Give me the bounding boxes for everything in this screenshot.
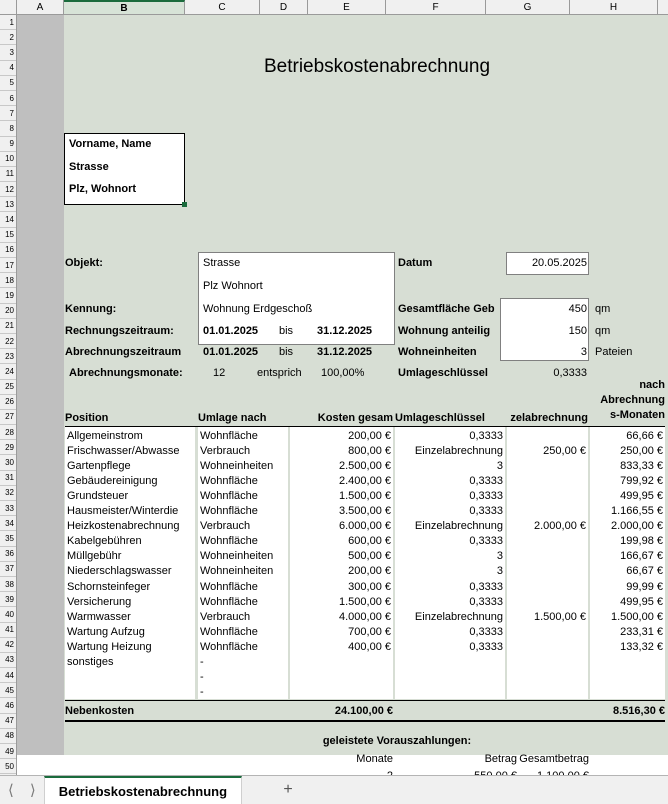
row-header[interactable]: 36 [0, 547, 16, 562]
address-city: Plz, Wohnort [69, 183, 137, 195]
label-umlageschluessel: Umlageschlüssel [398, 367, 488, 379]
table-cell-anteil[interactable]: 2.000,00 € [611, 520, 663, 533]
table-cell-umlage[interactable]: Verbrauch [200, 444, 251, 457]
table-cell-position[interactable]: sonstiges [67, 656, 114, 669]
table-cell-anteil[interactable]: 199,98 € [620, 535, 663, 548]
table-cell-anteil[interactable]: 1.500,00 € [611, 610, 663, 623]
table-cell-schluessel[interactable]: 3 [496, 565, 503, 578]
row-header[interactable]: 46 [0, 698, 16, 713]
table-cell-umlage[interactable]: Wohnfläche [200, 474, 258, 487]
row-header[interactable]: 42 [0, 638, 16, 653]
row-header[interactable]: 40 [0, 607, 16, 622]
value-gesamtflaeche[interactable]: 450 [568, 302, 587, 315]
table-cell-schluessel[interactable]: Einzelabrechnung [414, 444, 503, 457]
table-cell-umlage[interactable]: Wohneinheiten [200, 459, 274, 472]
table-cell-schluessel[interactable]: Einzelabrechnung [414, 520, 503, 533]
table-cell-umlage[interactable]: Wohneinheiten [200, 550, 274, 563]
table-cell-kosten[interactable]: 4.000,00 € [339, 610, 391, 623]
table-cell-schluessel[interactable]: Einzelabrechnung [414, 610, 503, 623]
table-cell-schluessel[interactable]: 0,3333 [469, 595, 503, 608]
table-header-anteil-line2: Abrechnung [600, 393, 665, 406]
row-header[interactable]: 24 [0, 364, 16, 379]
label-entspricht: entsprich [257, 367, 302, 379]
row-header[interactable]: 33 [0, 501, 16, 516]
unit-gesamtflaeche: qm [595, 302, 611, 315]
table-cell-position[interactable]: Niederschlagswasser [67, 565, 172, 578]
column-header-a-label: A [36, 1, 44, 13]
row-header[interactable]: 8 [0, 121, 16, 136]
label-abrechnungszeitraum-bis: bis [279, 345, 294, 358]
row-header[interactable]: 49 [0, 744, 16, 759]
table-cell-schluessel[interactable]: 0,3333 [469, 535, 503, 548]
label-abrechnungszeitraum: Abrechnungszeitraum [65, 345, 182, 358]
table-cell-position[interactable]: Versicherung [67, 595, 132, 608]
table-cell-position[interactable]: Gebäudereinigung [67, 474, 158, 487]
table-cell-umlage[interactable]: - [200, 656, 204, 669]
table-cell-anteil[interactable]: 166,67 € [620, 550, 663, 563]
column-header-row [0, 0, 668, 15]
column-header-f[interactable] [386, 0, 486, 14]
table-cell-einzel[interactable]: 2.000,00 € [534, 520, 586, 533]
selection-fill-handle[interactable] [182, 202, 187, 207]
unit-wohnung-anteilig: qm [595, 324, 611, 337]
table-cell-schluessel[interactable]: 0,3333 [469, 505, 503, 518]
row-header[interactable]: 28 [0, 425, 16, 440]
table-cell-position[interactable]: Heizkostenabrechnung [67, 520, 180, 533]
row-header[interactable]: 2 [0, 30, 16, 45]
value-abrechnungszeitraum-von[interactable]: 01.01.2025 [203, 345, 259, 358]
row-header[interactable]: 50 [0, 759, 16, 774]
column-header-a[interactable] [17, 0, 64, 14]
value-abrechnungszeitraum-bis[interactable]: 31.12.2025 [317, 345, 373, 358]
value-objekt-street[interactable]: Strasse [203, 256, 241, 269]
row-header[interactable]: 1 [0, 15, 16, 30]
total-rule-bottom [65, 720, 665, 722]
table-cell-schluessel[interactable]: 0,3333 [469, 640, 503, 653]
row-header[interactable]: 17 [0, 258, 16, 273]
column-header-f-label: F [432, 1, 439, 13]
row-header[interactable]: 30 [0, 455, 16, 470]
table-cell-schluessel[interactable]: 3 [496, 550, 503, 563]
table-header-einzelabrechnung: zelabrechnung [510, 411, 588, 424]
table-cell-umlage[interactable]: Wohnfläche [200, 489, 258, 502]
table-cell-anteil[interactable]: 250,00 € [620, 444, 663, 457]
table-cell-kosten[interactable]: 400,00 € [348, 640, 391, 653]
table-cell-umlage[interactable]: Wohnfläche [200, 595, 258, 608]
column-header-e-label: E [343, 1, 350, 13]
row-header[interactable]: 19 [0, 288, 16, 303]
value-objekt-city[interactable]: Plz Wohnort [203, 279, 263, 292]
table-cell-umlage[interactable]: Wohnfläche [200, 580, 258, 593]
table-cell-umlage[interactable]: Wohnfläche [200, 429, 258, 442]
table-cell-umlage[interactable]: Wohneinheiten [200, 565, 274, 578]
row-header[interactable]: 14 [0, 212, 16, 227]
table-cell-anteil[interactable]: 1.166,55 € [611, 505, 663, 518]
prepayments-header-betrag: Betrag [484, 752, 517, 765]
table-cell-kosten[interactable]: 300,00 € [348, 580, 391, 593]
row-header[interactable]: 23 [0, 349, 16, 364]
column-header-g-label: G [523, 1, 532, 13]
table-cell-schluessel[interactable]: 0,3333 [469, 474, 503, 487]
row-header[interactable]: 15 [0, 228, 16, 243]
table-cell-anteil[interactable]: 133,32 € [620, 640, 663, 653]
table-cell-kosten[interactable]: 6.000,00 € [339, 520, 391, 533]
row-header[interactable]: 16 [0, 243, 16, 258]
sheet-tab-bar [0, 775, 668, 804]
column-a-shaded-band [17, 15, 64, 775]
row-header[interactable]: 39 [0, 592, 16, 607]
table-cell-anteil[interactable]: 233,31 € [620, 625, 663, 638]
column-header-d-label: D [279, 1, 288, 13]
row-header[interactable]: 45 [0, 683, 16, 698]
label-wohneinheiten: Wohneinheiten [398, 345, 477, 358]
column-header-b-label: B [120, 2, 128, 14]
label-kennung: Kennung: [65, 302, 117, 315]
table-cell-umlage[interactable]: Wohnfläche [200, 505, 258, 518]
table-cell-kosten[interactable]: 1.500,00 € [339, 489, 391, 502]
sheet-nav-arrows [0, 776, 44, 804]
table-cell-einzel[interactable]: 250,00 € [543, 444, 586, 457]
table-cell-schluessel[interactable]: 0,3333 [469, 489, 503, 502]
sheet-tab-label: Betriebskostenabrechnung [58, 783, 228, 799]
table-cell-position[interactable]: Kabelgebühren [67, 535, 142, 548]
label-abrechnungsmonate: Abrechnungsmonate: [69, 367, 183, 379]
value-rechnungszeitraum-von[interactable]: 01.01.2025 [203, 324, 259, 337]
row-header[interactable]: 21 [0, 319, 16, 334]
page-title: Betriebskostenabrechnung [263, 56, 491, 77]
row-header[interactable]: 5 [0, 76, 16, 91]
chevron-left-icon[interactable]: ⟨ [8, 782, 14, 799]
row-header[interactable]: 43 [0, 653, 16, 668]
table-cell-kosten[interactable]: 200,00 € [348, 429, 391, 442]
column-header-c[interactable] [185, 0, 260, 14]
table-cell-umlage[interactable]: Wohnfläche [200, 535, 258, 548]
unit-wohneinheiten: Pateien [595, 345, 633, 358]
select-all-corner[interactable] [0, 0, 17, 14]
value-abrechnungsmonate[interactable]: 12 [213, 367, 226, 379]
address-street: Strasse [69, 161, 109, 173]
address-card[interactable] [64, 133, 185, 205]
label-rechnungszeitraum-bis: bis [279, 324, 294, 337]
column-header-h-label: H [609, 1, 618, 13]
row-header[interactable]: 38 [0, 577, 16, 592]
row-header[interactable]: 47 [0, 714, 16, 729]
column-header-d[interactable] [260, 0, 308, 14]
value-wohneinheiten[interactable]: 3 [580, 345, 587, 358]
prepayments-header-monate: Monate [356, 752, 393, 765]
row-header[interactable]: 7 [0, 106, 16, 121]
label-datum: Datum [398, 256, 433, 269]
table-cell-position[interactable]: Wartung Aufzug [67, 625, 145, 638]
table-cell-position[interactable]: Hausmeister/Winterdie [67, 505, 179, 518]
table-cell-position[interactable]: Warmwasser [67, 610, 131, 623]
column-header-h[interactable] [570, 0, 658, 14]
table-cell-kosten[interactable]: 2.500,00 € [339, 459, 391, 472]
table-cell-kosten[interactable]: 2.400,00 € [339, 474, 391, 487]
plus-icon: + [283, 781, 293, 798]
table-cell-kosten[interactable]: 800,00 € [348, 444, 391, 457]
value-umlageschluessel: 0,3333 [553, 367, 587, 379]
row-header[interactable]: 3 [0, 45, 16, 60]
table-cell-schluessel[interactable]: 0,3333 [469, 429, 503, 442]
table-cell-position[interactable]: Müllgebühr [67, 550, 122, 563]
row-header[interactable]: 9 [0, 137, 16, 152]
table-cell-kosten[interactable]: 200,00 € [348, 565, 391, 578]
table-cell-einzel[interactable]: 1.500,00 € [534, 610, 586, 623]
table-header-kosten-gesamt: Kosten gesam [317, 411, 393, 424]
table-cell-position[interactable]: Grundsteuer [67, 489, 129, 502]
table-cell-umlage[interactable]: Wohnfläche [200, 640, 258, 653]
table-cell-umlage[interactable]: - [200, 686, 204, 699]
label-wohnung-anteilig: Wohnung anteilig [398, 324, 491, 337]
table-cell-anteil[interactable]: 799,92 € [620, 474, 663, 487]
sheet-grid[interactable] [17, 15, 668, 775]
table-cell-kosten[interactable]: 700,00 € [348, 625, 391, 638]
table-cell-kosten[interactable]: 600,00 € [348, 535, 391, 548]
row-header[interactable]: 37 [0, 562, 16, 577]
table-header-anteil-line3: s-Monaten [610, 409, 665, 421]
table-cell-anteil[interactable]: 66,67 € [626, 565, 663, 578]
table-cell-position[interactable]: Allgemeinstrom [67, 429, 143, 442]
row-header[interactable]: 22 [0, 334, 16, 349]
table-header-umlageschluessel: Umlageschlüssel [395, 411, 485, 424]
row-header[interactable]: 31 [0, 471, 16, 486]
value-kennung[interactable]: Wohnung Erdgeschoß [203, 302, 313, 315]
row-header-column [0, 15, 17, 775]
row-header[interactable]: 35 [0, 531, 16, 546]
table-cell-kosten[interactable]: 500,00 € [348, 550, 391, 563]
table-cell-position[interactable]: Schornsteinfeger [67, 580, 151, 593]
value-rechnungszeitraum-bis[interactable]: 31.12.2025 [317, 324, 373, 337]
table-cell-umlage[interactable]: Verbrauch [200, 520, 251, 533]
prepayments-header-gesamtbetrag: Gesamtbetrag [519, 752, 589, 765]
row-header[interactable]: 41 [0, 623, 16, 638]
table-cell-position[interactable]: Gartenpflege [67, 459, 131, 472]
row-header[interactable]: 13 [0, 197, 16, 212]
value-prozent: 100,00% [321, 367, 365, 379]
total-kosten: 24.100,00 € [334, 704, 393, 717]
table-cell-schluessel[interactable]: 0,3333 [469, 580, 503, 593]
row-header[interactable]: 6 [0, 91, 16, 106]
total-rule-top [65, 700, 665, 701]
table-band-einzel [507, 427, 588, 699]
row-header[interactable]: 27 [0, 410, 16, 425]
table-cell-anteil[interactable]: 66,66 € [626, 429, 663, 442]
column-header-c-label: C [218, 1, 226, 13]
row-header[interactable]: 10 [0, 152, 16, 167]
address-name: Vorname, Name [69, 138, 152, 150]
column-header-b[interactable] [64, 0, 185, 14]
table-header-umlage-nach: Umlage nach [198, 411, 267, 424]
row-header[interactable]: 48 [0, 729, 16, 744]
label-gesamtflaeche: Gesamtfläche Geb [398, 302, 495, 315]
table-cell-position[interactable]: Frischwasser/Abwasse [67, 444, 180, 457]
row-header[interactable]: 12 [0, 182, 16, 197]
table-cell-kosten[interactable]: 1.500,00 € [339, 595, 391, 608]
row-header[interactable]: 44 [0, 668, 16, 683]
row-header[interactable]: 20 [0, 304, 16, 319]
table-cell-kosten[interactable]: 3.500,00 € [339, 505, 391, 518]
total-anteil: 8.516,30 € [613, 704, 665, 717]
row-header[interactable]: 25 [0, 380, 16, 395]
label-objekt: Objekt: [65, 256, 103, 269]
column-header-g[interactable] [486, 0, 570, 14]
row-header[interactable]: 18 [0, 273, 16, 288]
table-cell-umlage[interactable]: Wohnfläche [200, 625, 258, 638]
table-cell-umlage[interactable]: Verbrauch [200, 610, 251, 623]
row-header[interactable]: 34 [0, 516, 16, 531]
total-label: Nebenkosten [65, 704, 135, 717]
row-header[interactable]: 26 [0, 395, 16, 410]
column-header-e[interactable] [308, 0, 386, 14]
table-cell-umlage[interactable]: - [200, 671, 204, 684]
label-rechnungszeitraum: Rechnungszeitraum: [65, 324, 174, 337]
table-header-anteil-line1: nach [639, 378, 665, 391]
table-cell-anteil[interactable]: 99,99 € [626, 580, 663, 593]
table-cell-schluessel[interactable]: 3 [496, 459, 503, 472]
row-header[interactable]: 4 [0, 61, 16, 76]
value-wohnung-anteilig[interactable]: 150 [568, 324, 587, 337]
table-cell-position[interactable]: Wartung Heizung [67, 640, 152, 653]
table-header-position: Position [65, 411, 109, 424]
table-cell-schluessel[interactable]: 0,3333 [469, 625, 503, 638]
row-header[interactable]: 29 [0, 440, 16, 455]
sheet-tab-betriebskostenabrechnung[interactable] [44, 776, 242, 804]
row-header[interactable]: 11 [0, 167, 16, 182]
prepayments-title: geleistete Vorauszahlungen: [322, 734, 472, 747]
table-cell-anteil[interactable]: 499,95 € [620, 595, 663, 608]
chevron-right-icon[interactable]: ⟩ [29, 782, 36, 799]
add-sheet-button[interactable] [242, 776, 334, 804]
row-header[interactable]: 32 [0, 486, 16, 501]
table-cell-anteil[interactable]: 833,33 € [620, 459, 663, 472]
value-datum[interactable]: 20.05.2025 [531, 256, 587, 269]
table-cell-anteil[interactable]: 499,95 € [620, 489, 663, 502]
